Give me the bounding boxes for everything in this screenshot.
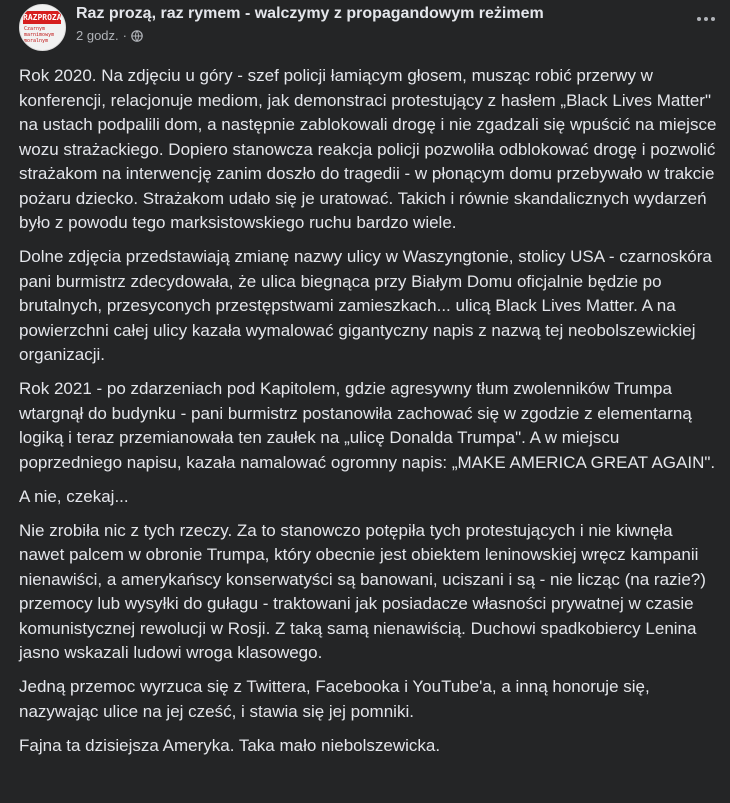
post-header	[19, 4, 714, 56]
post-paragraph: Nie zrobiła nic z tych rzeczy. Za to stanowczo potępiła tych protestujących i nie kiwnęła nawet palcem w obronie Trumpa, który obecnie jest obiektem leninowskiej wręcz kampanii nienawiści, a amerykańscy konserwatyści są banowani, uciszani i są - nie licząc (na razie?) przemocy lub wysyłki do gułagu - traktowani jak posiadacze własności prywatnej w czasie komunistycznej rewolucji w Rosji. Z taką samą nienawiścią. Duchowi spadkobiercy Lenina jasno wskazali ludowi wroga klasowego.	[19, 520, 706, 662]
page-avatar[interactable]	[19, 4, 66, 51]
post-paragraph: Jedną przemoc wyrzuca się z Twittera, Facebooka i YouTube'a, a inną honoruje się, nazywając ulice na jej cześć, i stawia się jej pomniki.	[19, 677, 650, 721]
post-paragraph: Rok 2020. Na zdjęciu u góry - szef policji łamiącym głosem, musząc robić przerwy w konferencji, relacjonuje mediom, jak demonstraci protestujący z hasłem „Black Lives Matter" na ustach podpalili dom, a następnie zablokowali drogę i nie zgadzali się wpuścić na miejsce wozu strażackiego. Dopiero stanowcza reakcja policji pozwoliła odblokować drogę i pozwolić strażakom na interwencję zanim doszło do tragedii - w płonącym domu przebywało w trakcie pożaru dziecko. Strażakom udało się je uratować. Takich i równie skandalicznych wydarzeń było z powodu tego marksistowskiego ruchu bardzo wiele.	[19, 66, 717, 232]
post-timestamp[interactable]: 2 godz.	[76, 28, 119, 43]
avatar-logo-text: RAZPROZA	[23, 13, 62, 22]
globe-icon[interactable]	[131, 30, 143, 42]
post-subtitle	[76, 28, 544, 43]
page-name-link[interactable]: Raz prozą, raz rymem - walczymy z propagandowym reżimem	[76, 5, 544, 22]
more-options-icon[interactable]	[694, 14, 718, 24]
post-meta	[76, 4, 544, 43]
separator-dot: ·	[122, 28, 127, 43]
post-paragraph: A nie, czekaj...	[19, 486, 129, 506]
post-text	[19, 64, 719, 768]
post-paragraph: Dolne zdjęcia przedstawiają zmianę nazwy ulicy w Waszyngtonie, stolicy USA - czarnoskóra pani burmistrz zdecydowała, że ulica biegnąca przy Białym Domu oficjalnie będzie po brutalnych, przesyconych przestępstwami zamieszkach... ulicą Black Lives Matter. A na powierzchni całej ulicy kazała wymalować gigantyczny napis z nazwą tej neobolszewickiej organizacji.	[19, 247, 712, 364]
post-paragraph: Rok 2021 - po zdarzeniach pod Kapitolem, gdzie agresywny tłum zwolenników Trumpa wtargnął do budynku - pani burmistrz postanowiła zachować się w zgodzie z elementarną logiką i teraz przemianowała ten zaułek na „ulicę Donalda Trumpa". A w miejscu poprzedniego napisu, kazała namalować ogromny napis: „MAKE AMERICA GREAT AGAIN".	[19, 379, 716, 472]
avatar-logo-subtext: Czarnym marnimowym moralnym	[24, 26, 55, 44]
post-paragraph: Fajna ta dzisiejsza Ameryka. Taka mało niebolszewicka.	[19, 735, 441, 755]
